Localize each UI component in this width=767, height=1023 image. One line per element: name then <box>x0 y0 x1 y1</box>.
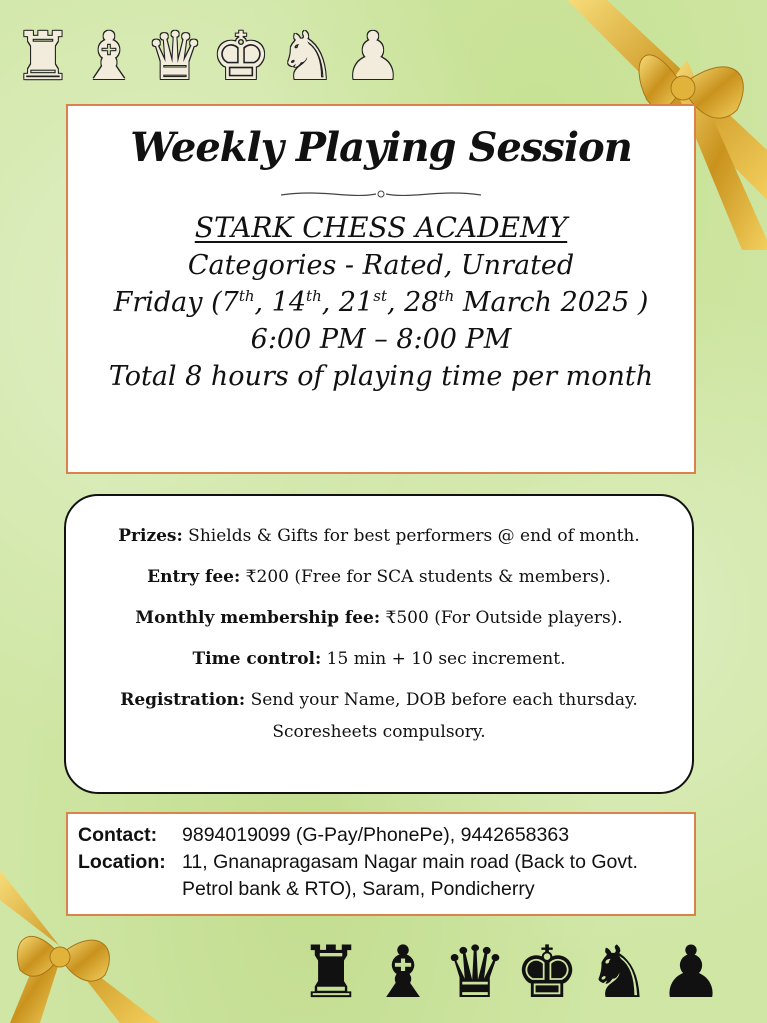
bishop-icon: ♝ <box>79 18 139 95</box>
contact-panel <box>66 812 696 916</box>
session-dates: Friday (7th, 14th, 21st, 28th March 2025 ) <box>113 287 649 318</box>
bottom-chess-pieces <box>298 928 724 1014</box>
page-title: Weekly Playing Session <box>130 124 632 171</box>
location-label: Location: <box>78 851 166 873</box>
time-control-row: Time control: 15 min + 10 sec increment. <box>192 649 566 669</box>
categories-text: Categories - Rated, Unrated <box>187 250 575 281</box>
academy-name: STARK CHESS ACADEMY <box>194 211 568 244</box>
entry-fee-row: Entry fee: ₹200 (Free for SCA students & members). <box>147 567 611 587</box>
bishop-icon: ♝ <box>370 930 436 1014</box>
membership-fee-row: Monthly membership fee: ₹500 (For Outside players). <box>135 608 623 628</box>
rook-icon: ♜ <box>13 18 73 95</box>
details-panel <box>64 494 694 794</box>
session-title-panel <box>66 104 696 474</box>
contact-phone: 9894019099 (G-Pay/PhonePe), 9442658363 <box>182 824 570 846</box>
session-time: 6:00 PM – 8:00 PM <box>250 324 512 355</box>
top-chess-pieces <box>12 14 404 95</box>
location-address: 11, Gnanapragasam Nagar main road (Back to Govt. Petrol bank & RTO), Saram, Pondicherry <box>182 851 638 900</box>
prizes-row: Prizes: Shields & Gifts for best performers @ end of month. <box>118 526 640 546</box>
rook-icon: ♜ <box>298 930 364 1014</box>
scoresheets-note: Scoresheets compulsory. <box>272 722 486 742</box>
king-icon: ♚ <box>514 930 580 1014</box>
pawn-icon: ♟ <box>343 18 403 95</box>
king-icon: ♚ <box>211 18 271 95</box>
contact-row <box>78 822 694 849</box>
contact-label: Contact: <box>78 824 158 846</box>
knight-icon: ♞ <box>586 930 652 1014</box>
pawn-icon: ♟ <box>658 930 724 1014</box>
knight-icon: ♞ <box>277 18 337 95</box>
flourish-divider-icon <box>281 187 481 201</box>
registration-row: Registration: Send your Name, DOB before each thursday. <box>120 690 638 710</box>
queen-icon: ♛ <box>145 18 205 95</box>
total-hours: Total 8 hours of playing time per month <box>108 361 654 392</box>
location-row <box>78 849 694 903</box>
queen-icon: ♛ <box>442 930 508 1014</box>
